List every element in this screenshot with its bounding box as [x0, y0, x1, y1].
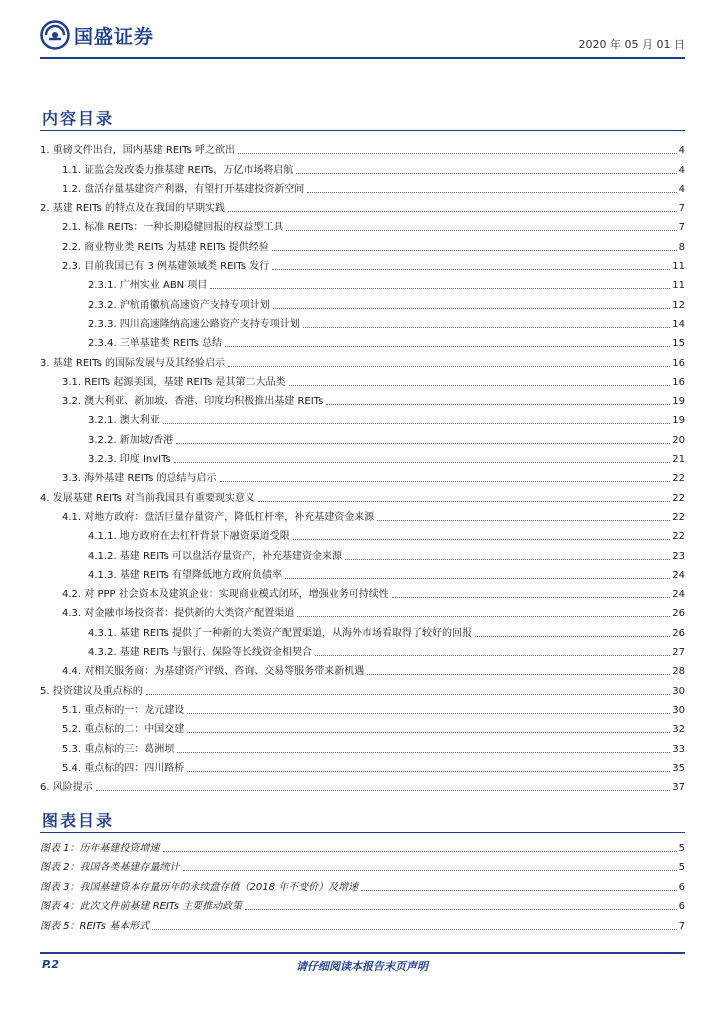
toc-entry-page: 27 [672, 647, 685, 659]
toc-entry-page: 22 [672, 473, 685, 485]
figure-entry[interactable] [40, 855, 685, 875]
toc-entry-text: 2.1. 标准 REITs：一种长期稳健回报的权益型工具 [62, 222, 284, 234]
toc-entry-text: 4.2. 对 PPP 社会资本及建筑企业：实现商业模式闭环，增强业务可持续性 [62, 589, 389, 601]
dot-leader [307, 192, 676, 193]
toc-entry-page: 11 [672, 261, 685, 273]
toc-entry-text: 1.2. 盘活存量基建资产利器，有望打开基建投资新空间 [62, 183, 305, 195]
dot-leader [361, 890, 676, 891]
toc-entry-page: 16 [672, 357, 685, 369]
toc-entry-page: 12 [672, 299, 685, 311]
toc-entry-page: 37 [672, 782, 685, 794]
toc-entry[interactable] [40, 582, 685, 601]
table-of-contents [40, 138, 685, 794]
toc-entry-page: 11 [672, 280, 685, 292]
toc-entry-page: 4 [678, 164, 685, 176]
toc-entry-text: 3.2.1. 澳大利亚 [88, 415, 160, 427]
toc-entry[interactable] [40, 756, 685, 775]
toc-entry[interactable] [40, 659, 685, 678]
toc-entry-text: 3.2. 澳大利亚、新加坡、香港、印度均积极推出基建 REITs [62, 396, 324, 408]
toc-entry-text: 4.3.2. 基建 REITs 与银行、保险等长线资金相契合 [88, 647, 313, 659]
dot-leader [272, 269, 670, 270]
dot-leader [289, 385, 671, 386]
toc-entry[interactable] [40, 138, 685, 157]
footer-rule [40, 952, 685, 954]
dot-leader [228, 211, 677, 212]
dot-leader [96, 790, 671, 791]
dot-leader [152, 929, 677, 930]
toc-entry[interactable] [40, 620, 685, 639]
toc-entry-text: 4.3.1. 基建 REITs 提供了一种新的大类资产配置渠道，从海外市场看取得了较好的回报 [88, 627, 473, 639]
toc-entry[interactable] [40, 292, 685, 311]
dot-leader [225, 346, 670, 347]
toc-entry-page: 28 [672, 666, 685, 678]
toc-entry-text: 4.1.1. 地方政府在去杠杆背景下融资渠道受限 [88, 531, 290, 543]
dot-leader [315, 655, 670, 656]
toc-entry[interactable] [40, 543, 685, 562]
toc-entry-page: 30 [672, 685, 685, 697]
toc-entry[interactable] [40, 524, 685, 543]
toc-entry-text: 2.3.1. 广州实业 ABN 项目 [88, 280, 208, 292]
toc-entry-text: 4.1.2. 基建 REITs 可以盘活存量资产，补充基建资金来源 [88, 550, 343, 562]
toc-entry-page: 24 [672, 589, 685, 601]
toc-entry-text: 4.1.3. 基建 REITs 有望降低地方政府负债率 [88, 569, 283, 581]
brand-name: 国盛证券 [74, 25, 155, 48]
toc-entry-text: 3.1. REITs 起源美国，基建 REITs 是其第二大品类 [62, 376, 286, 388]
toc-entry-page: 24 [672, 569, 685, 581]
dot-leader [187, 771, 670, 772]
toc-entry[interactable] [40, 640, 685, 659]
toc-entry-text: 2.3.3. 四川高速隆纳高速公路资产支持专项计划 [88, 318, 300, 330]
dot-leader [177, 752, 670, 753]
dot-leader [220, 481, 671, 482]
toc-entry[interactable] [40, 408, 685, 427]
toc-entry[interactable] [40, 370, 685, 389]
toc-entry-text: 1.1. 证监会发改委力推基建 REITs，万亿市场将启航 [62, 164, 294, 176]
toc-entry[interactable] [40, 505, 685, 524]
figure-entry[interactable] [40, 874, 685, 894]
toc-entry-text: 3.3. 海外基建 REITs 的总结与启示 [62, 473, 217, 485]
figure-entry-text: 图表 4：此次文件前基建 REITs 主要推动政策 [40, 901, 243, 913]
toc-entry-text: 6. 风险提示 [40, 782, 93, 794]
toc-entry-text: 4.4. 对相关服务商：为基建资产评级、咨询、交易等服务带来新机遇 [62, 666, 365, 678]
toc-entry-page: 4 [678, 183, 685, 195]
toc-entry-text: 2.2. 商业物业类 REITs 为基建 REITs 提供经验 [62, 241, 269, 253]
dot-leader [392, 597, 671, 598]
toc-entry-text: 4.1. 对地方政府：盘活巨量存量资产，降低杠杆率，补充基建资金来源 [62, 511, 375, 523]
toc-entry[interactable] [40, 273, 685, 292]
dot-leader [238, 153, 677, 154]
toc-entry[interactable] [40, 215, 685, 234]
toc-entry-page: 19 [672, 396, 685, 408]
toc-entry[interactable] [40, 601, 685, 620]
figure-entry[interactable] [40, 894, 685, 914]
toc-entry-text: 2.3. 目前我国已有 3 例基建领域类 REITs 发行 [62, 261, 270, 273]
toc-entry[interactable] [40, 234, 685, 253]
figure-entry-page: 6 [678, 881, 685, 893]
dot-leader [258, 501, 670, 502]
dot-leader [272, 250, 677, 251]
figure-entry-text: 图表 3：我国基建资本存量历年的永续盘存值（2018 年不变价）及增速 [40, 881, 359, 893]
dot-leader [245, 909, 676, 910]
dot-leader [296, 173, 676, 174]
dot-leader [187, 713, 670, 714]
brand-logo [40, 20, 154, 50]
toc-entry[interactable] [40, 157, 685, 176]
figure-entry[interactable] [40, 835, 685, 855]
toc-entry[interactable] [40, 485, 685, 504]
figure-entry-page: 5 [678, 862, 685, 874]
report-date: 2020 年 05 月 01 日 [578, 38, 685, 51]
toc-entry-page: 22 [672, 492, 685, 504]
figure-entry-text: 图表 5：REITs 基本形式 [40, 920, 150, 932]
toc-entry-text: 5.3. 重点标的三：葛洲坝 [62, 743, 175, 755]
toc-entry[interactable] [40, 447, 685, 466]
dot-leader [285, 578, 670, 579]
toc-entry-text: 4. 发展基建 REITs 对当前我国具有重要现实意义 [40, 492, 255, 504]
dot-leader [174, 462, 670, 463]
dot-leader [345, 559, 670, 560]
toc-entry-page: 21 [672, 454, 685, 466]
figures-title: 图表目录 [42, 811, 115, 830]
toc-entry-page: 23 [672, 550, 685, 562]
toc-entry[interactable] [40, 678, 685, 697]
figures-title-rule [40, 832, 685, 833]
toc-title: 内容目录 [42, 109, 115, 128]
page-header [40, 16, 685, 56]
figure-entry-page: 7 [678, 920, 685, 932]
disclaimer-note: 请仔细阅读本报告末页声明 [296, 960, 428, 973]
dot-leader [183, 870, 677, 871]
toc-title-rule [40, 130, 685, 131]
toc-entry-page: 15 [672, 338, 685, 350]
toc-entry[interactable] [40, 312, 685, 331]
toc-entry-page: 30 [672, 704, 685, 716]
toc-entry-page: 35 [672, 762, 685, 774]
toc-entry-text: 1. 重磅文件出台，国内基建 REITs 呼之欲出 [40, 145, 235, 157]
dot-leader [146, 694, 671, 695]
toc-entry[interactable] [40, 389, 685, 408]
figure-entry-text: 图表 2：我国各类基建存量统计 [40, 862, 180, 874]
toc-entry[interactable] [40, 196, 685, 215]
figure-entry-text: 图表 1：历年基建投资增速 [40, 842, 160, 854]
toc-entry-text: 4.3. 对金融市场投资者：提供新的大类资产配置渠道 [62, 608, 295, 620]
toc-entry-text: 3.2.3. 印度 InvITs [88, 454, 171, 466]
toc-entry-page: 16 [672, 376, 685, 388]
toc-entry-page: 19 [672, 415, 685, 427]
toc-entry-text: 3.2.2. 新加坡/香港 [88, 434, 174, 446]
dot-leader [475, 636, 670, 637]
toc-entry-page: 4 [678, 145, 685, 157]
dot-leader [303, 327, 670, 328]
toc-entry[interactable] [40, 177, 685, 196]
dot-leader [367, 674, 670, 675]
dot-leader [293, 539, 670, 540]
toc-entry[interactable] [40, 775, 685, 794]
toc-entry[interactable] [40, 254, 685, 273]
toc-entry-page: 7 [678, 203, 685, 215]
toc-entry-page: 14 [672, 318, 685, 330]
toc-entry-text: 5. 投资建议及重点标的 [40, 685, 143, 697]
toc-entry-text: 2.3.4. 三单基建类 REITs 总结 [88, 338, 223, 350]
dot-leader [163, 851, 677, 852]
guosheng-logo-icon [40, 20, 70, 50]
header-rule [40, 57, 685, 59]
toc-entry[interactable] [40, 698, 685, 717]
toc-entry-text: 5.2. 重点标的二：中国交建 [62, 724, 185, 736]
toc-entry-page: 20 [672, 434, 685, 446]
toc-entry-page: 22 [672, 511, 685, 523]
toc-entry-page: 22 [672, 531, 685, 543]
dot-leader [273, 308, 670, 309]
toc-entry-text: 2. 基建 REITs 的特点及在我国的早期实践 [40, 203, 225, 215]
toc-entry-page: 26 [672, 608, 685, 620]
dot-leader [286, 230, 676, 231]
toc-entry-page: 32 [672, 724, 685, 736]
dot-leader [210, 288, 670, 289]
dot-leader [163, 423, 670, 424]
dot-leader [377, 520, 670, 521]
page-number: P.2 [42, 958, 60, 971]
dot-leader [187, 732, 670, 733]
figure-entry-page: 6 [678, 901, 685, 913]
toc-entry-text: 5.4. 重点标的四：四川路桥 [62, 762, 185, 774]
toc-entry[interactable] [40, 717, 685, 736]
toc-entry[interactable] [40, 736, 685, 755]
toc-entry-page: 33 [672, 743, 685, 755]
toc-entry[interactable] [40, 350, 685, 369]
dot-leader [176, 443, 670, 444]
figures-list [40, 835, 685, 933]
toc-entry[interactable] [40, 563, 685, 582]
toc-entry[interactable] [40, 331, 685, 350]
toc-entry-text: 2.3.2. 沪杭甬徽杭高速资产支持专项计划 [88, 299, 270, 311]
figure-entry-page: 5 [678, 842, 685, 854]
toc-entry[interactable] [40, 466, 685, 485]
dot-leader [326, 404, 670, 405]
dot-leader [228, 366, 670, 367]
toc-entry-page: 8 [678, 241, 685, 253]
dot-leader [297, 616, 670, 617]
figure-entry[interactable] [40, 913, 685, 933]
toc-entry-text: 5.1. 重点标的一：龙元建设 [62, 704, 185, 716]
toc-entry-page: 26 [672, 627, 685, 639]
toc-entry-page: 7 [678, 222, 685, 234]
toc-entry[interactable] [40, 427, 685, 446]
toc-entry-text: 3. 基建 REITs 的国际发展与及其经验启示 [40, 357, 225, 369]
